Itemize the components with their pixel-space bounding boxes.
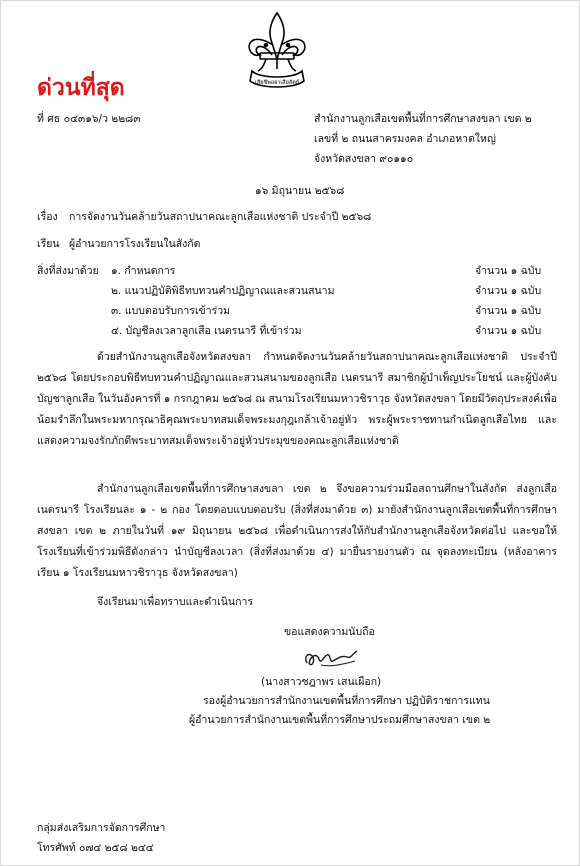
office-line-2: เลขที่ ๒ ถนนสาครมงคล อำเภอหาดใหญ่ <box>314 133 496 145</box>
addressee-label: เรียน <box>37 238 60 250</box>
enclosure-qty-4: จำนวน ๑ ฉบับ <box>475 325 542 337</box>
signatory-name: (นางสาวชฎาพร เสนเผือก) <box>261 676 382 688</box>
signatory-position-1: รองผู้อำนวยการสำนักงานเขตพื้นที่การศึกษา ปฏิบัติราชการแทน <box>203 695 490 707</box>
body-paragraph-1-text: ด้วยสำนักงานลูกเสือจังหวัดสงขลา กำหนดจัดงานวันคล้ายวันสถาปนาคณะลูกเสือแห่งชาติ ประจำปี ๒๕๖๘ โดยประกอบพิธีทบทวนคำปฏิญาณและสวนสนามของลูกเสือ เนตรนารี สมาชิกผู้บำเพ็ญประโยชน์ และผู้บังคับบัญชาลูกเสือ ในวันอังคารที่ ๑ กรกฎาคม ๒๕๖๘ ณ สนามโรงเรียนมหาวชิราวุธ จังหวัดสงขลา โดยมีวัตถุประสงค์เพื่อน้อมรำลึกในพระมหากรุณาธิคุณพระบาทสมเด็จพระมงกุฎเกล้าเจ้าอยู่หัว พระผู้พระราชทานกำเนิดลูกเสือไทย และแสดงความจงรักภักดีพระบาทสมเด็จพระเจ้าอยู่หัวประมุขของคณะลูกเสือแห่งชาติ <box>37 351 557 447</box>
signatory-position-2: ผู้อำนวยการสำนักงานเขตพื้นที่การศึกษาประถมศึกษาสงขลา เขต ๒ <box>189 714 491 726</box>
enclosure-item-4: ๔. บัญชีลงเวลาลูกเสือ เนตรนารี ที่เข้าร่วม <box>111 325 302 337</box>
subject-label: เรื่อง <box>37 211 58 223</box>
enclosures-label: สิ่งที่ส่งมาด้วย <box>37 265 99 277</box>
enclosure-qty-2: จำนวน ๑ ฉบับ <box>475 285 542 297</box>
scout-emblem-icon <box>244 9 310 93</box>
body-paragraph-2 <box>37 479 557 584</box>
office-line-3: จังหวัดสงขลา ๙๐๑๑๐ <box>314 153 414 165</box>
document-date: ๑๖ มิถุนายน ๒๕๖๘ <box>255 185 345 197</box>
body-paragraph-3: จึงเรียนมาเพื่อทราบและดำเนินการ <box>97 596 253 608</box>
enclosure-item-1: ๑. กำหนดการ <box>111 265 176 277</box>
enclosure-qty-1: จำนวน ๑ ฉบับ <box>475 265 542 277</box>
signature-icon <box>301 643 361 673</box>
enclosure-qty-3: จำนวน ๑ ฉบับ <box>475 305 542 317</box>
urgency-stamp: ด่วนที่สุด <box>37 75 125 101</box>
subject: การจัดงานวันคล้ายวันสถาปนาคณะลูกเสือแห่งชาติ ประจำปี ๒๕๖๘ <box>69 211 372 223</box>
office-line-1: สำนักงานลูกเสือเขตพื้นที่การศึกษาสงขลา เขต ๒ <box>314 113 532 125</box>
emblem-motto: เสียชีพอย่าเสียสัตย์ <box>254 80 300 86</box>
footer-department: กลุ่มส่งเสริมการจัดการศึกษา <box>37 822 166 834</box>
addressee: ผู้อำนวยการโรงเรียนในสังกัด <box>69 238 201 250</box>
footer-phone: โทรศัพท์ ๐๗๔ ๒๕๘ ๒๔๔ <box>37 842 154 854</box>
document-number: ที่ ศธ ๐๔๓๑๖/ว ๒๒๘๓ <box>37 113 141 125</box>
enclosure-item-3: ๓. แบบตอบรับการเข้าร่วม <box>111 305 231 317</box>
body-paragraph-2-text: สำนักงานลูกเสือเขตพื้นที่การศึกษาสงขลา เขต ๒ จึงขอความร่วมมือสถานศึกษาในสังกัด ส่งลูกเสือ เนตรนารี โรงเรียนละ ๑ - ๒ กอง โดยตอบแบบตอบรับ (สิ่งที่ส่งมาด้วย ๓) มายังสำนักงานลูกเสือเขตพื้นที่การศึกษาสงขลา เขต ๒ ภายในวันที่ ๑๙ มิถุนายน ๒๕๖๘ เพื่อดำเนินการส่งให้กับสำนักงานลูกเสือจังหวัดต่อไป และขอให้โรงเรียนที่เข้าร่วมพิธีดังกล่าว นำบัญชีลงเวลา (สิ่งที่ส่งมาด้วย ๔) มายื่นรายงานตัว ณ จุดลงทะเบียน (หลังอาคารเรียน ๑ โรงเรียนมหาวชิราวุธ จังหวัดสงขลา) <box>37 483 557 579</box>
closing-phrase: ขอแสดงความนับถือ <box>284 626 375 638</box>
enclosure-item-2: ๒. แนวปฏิบัติพิธีทบทวนคำปฏิญาณและสวนสนาม <box>111 285 335 297</box>
body-paragraph-1 <box>37 347 557 452</box>
